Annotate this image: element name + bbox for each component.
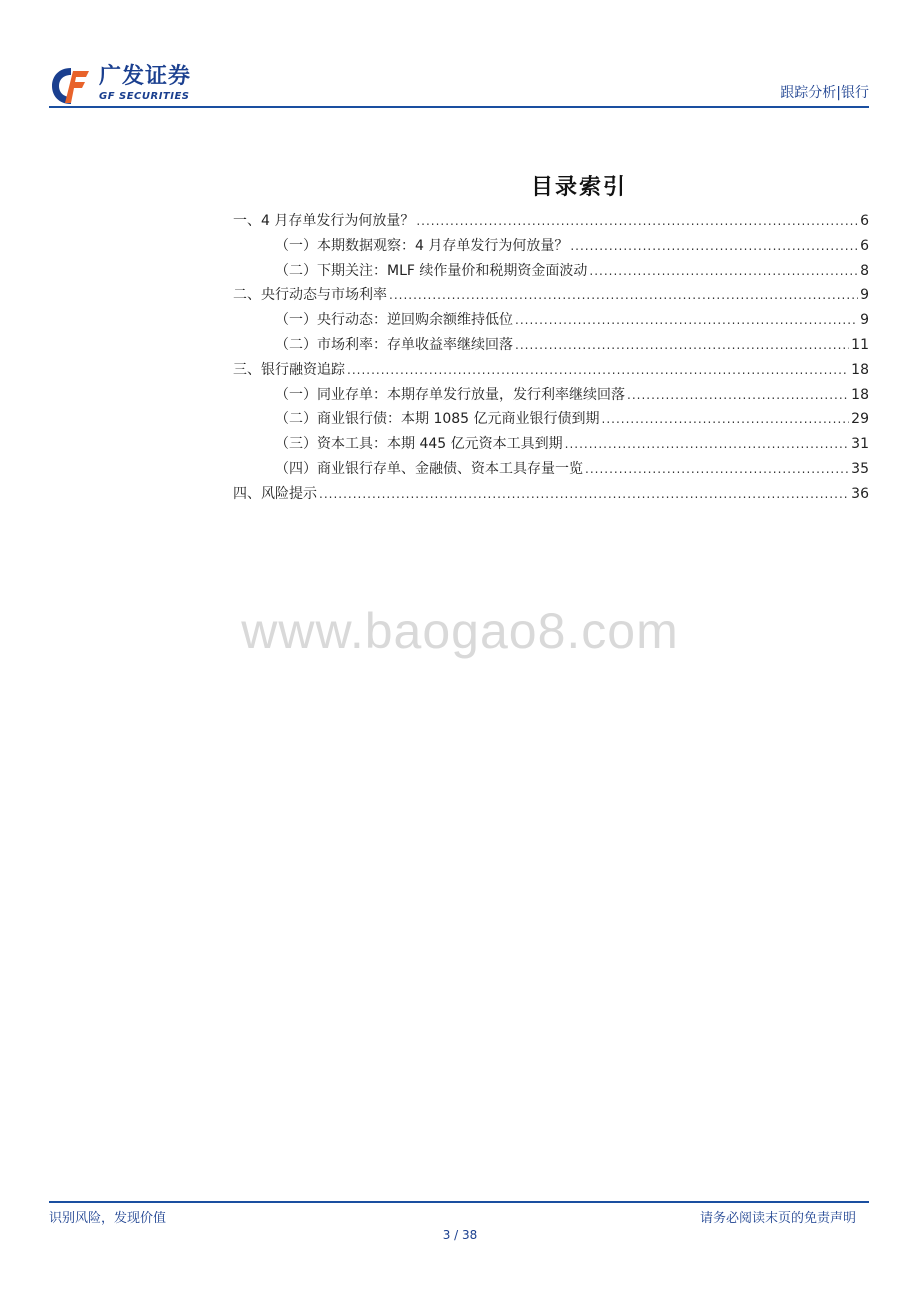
toc-entry-label: 四、风险提示 <box>233 485 317 502</box>
toc-leader-dots <box>347 363 849 377</box>
toc-leader-dots <box>416 214 858 228</box>
footer-divider <box>49 1201 869 1203</box>
toc-entry[interactable] <box>233 458 869 483</box>
toc-leader-dots <box>319 487 849 501</box>
footer-disclaimer-note: 请务必阅读末页的免责声明 <box>699 1211 856 1226</box>
toc-entry-page: 18 <box>851 386 869 403</box>
toc-entry-page: 9 <box>860 312 869 329</box>
toc-entry-page: 18 <box>851 361 869 378</box>
toc-leader-dots <box>589 264 858 278</box>
toc-leader-dots <box>602 412 850 426</box>
toc-title: 目录索引 <box>530 175 627 200</box>
gf-securities-logo <box>49 65 199 105</box>
page-header <box>49 60 869 108</box>
toc-entry-label: 一、4 月存单发行为何放量？ <box>233 213 415 229</box>
toc-entry-label: （一）本期数据观察：4 月存单发行为何放量？ <box>275 237 569 254</box>
header-divider <box>49 106 869 108</box>
toc-entry-page: 11 <box>851 336 869 353</box>
toc-entry-label: （四）商业银行存单、金融债、资本工具存量一览 <box>275 460 583 477</box>
toc-entry-label: （一）同业存单：本期存单发行放量，发行利率继续回落 <box>275 386 625 403</box>
toc-entry[interactable] <box>233 284 869 309</box>
toc-entry[interactable] <box>233 483 869 508</box>
toc-entry-page: 6 <box>860 237 869 254</box>
toc-entry-page: 9 <box>860 287 869 304</box>
toc-entry[interactable] <box>233 235 869 260</box>
toc-entry[interactable] <box>233 210 869 235</box>
toc-entry[interactable] <box>233 408 869 433</box>
toc-entry-page: 6 <box>860 213 869 229</box>
toc-entry[interactable] <box>233 260 869 285</box>
toc-leader-dots <box>585 462 849 476</box>
toc-leader-dots <box>627 388 849 402</box>
toc-entry-label: 二、央行动态与市场利率 <box>233 287 387 304</box>
toc-entry-label: （二）下期关注：MLF 续作量价和税期资金面波动 <box>275 262 588 279</box>
gf-logo-icon <box>49 65 93 107</box>
toc-entry-page: 31 <box>851 436 869 453</box>
toc-leader-dots <box>565 437 850 451</box>
toc-leader-dots <box>389 288 858 302</box>
toc-entry[interactable] <box>233 334 869 359</box>
report-section-label: 跟踪分析|银行 <box>780 85 869 101</box>
toc-entry[interactable] <box>233 309 869 334</box>
toc-leader-dots <box>515 313 858 327</box>
toc-entry-label: （二）市场利率：存单收益率继续回落 <box>275 336 513 353</box>
toc-entry-label: （二）商业银行债：本期 1085 亿元商业银行债到期 <box>275 411 600 428</box>
logo-chinese-text: 广发证券 <box>99 64 192 89</box>
watermark: www.baogao8.com <box>241 603 679 659</box>
toc-leader-dots <box>570 239 858 253</box>
toc-entry-page: 8 <box>860 262 869 279</box>
toc-leader-dots <box>515 338 849 352</box>
footer-slogan: 识别风险，发现价值 <box>49 1211 167 1226</box>
toc-entry-label: （三）资本工具：本期 445 亿元资本工具到期 <box>275 436 563 453</box>
logo-english-text: GF SECURITIES <box>99 91 190 102</box>
toc-entry[interactable] <box>233 384 869 409</box>
toc-entry[interactable] <box>233 359 869 384</box>
toc-entry-page: 36 <box>851 485 869 502</box>
toc-entry[interactable] <box>233 433 869 458</box>
table-of-contents <box>233 210 869 508</box>
page-number: 3 / 38 <box>442 1228 478 1242</box>
toc-entry-label: （一）央行动态：逆回购余额维持低位 <box>275 312 513 329</box>
toc-entry-label: 三、银行融资追踪 <box>233 361 345 378</box>
toc-entry-page: 35 <box>851 460 869 477</box>
toc-entry-page: 29 <box>851 411 869 428</box>
